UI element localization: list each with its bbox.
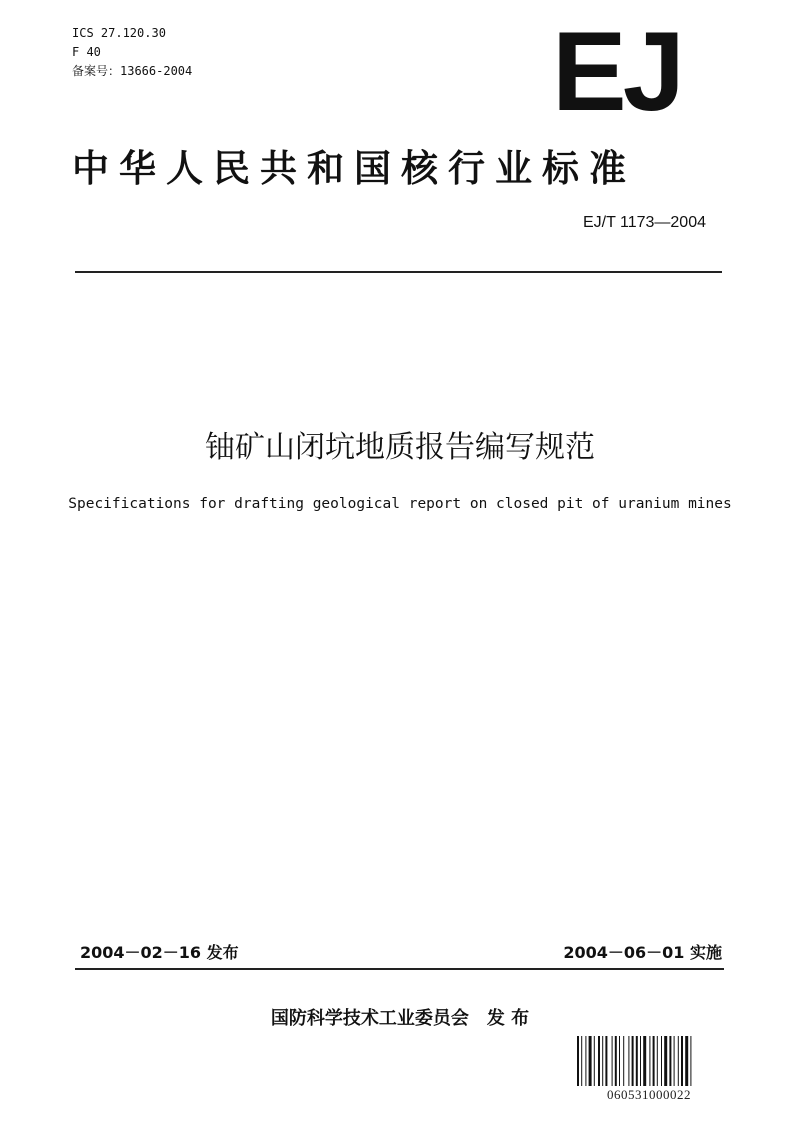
registration-number: 备案号：13666-2004 xyxy=(72,64,193,78)
implementation-date: 2004－06－01 实施 xyxy=(563,943,722,962)
barcode-number: 060531000022 xyxy=(607,1087,691,1102)
document-title-english: Specifications for drafting geological report on closed pit of uranium mines xyxy=(68,496,732,512)
bottom-divider xyxy=(75,968,724,970)
classification-code: F 40 xyxy=(72,45,101,59)
publisher: 国防科学技术工业委员会 发 布 xyxy=(270,1008,530,1029)
standard-title: 中华人民共和国核行业标准 xyxy=(72,147,636,190)
ej-logo: EJ xyxy=(552,9,681,134)
top-divider xyxy=(75,271,722,273)
document-title-chinese: 铀矿山闭坑地质报告编写规范 xyxy=(205,430,595,465)
standard-number: EJ/T 1173—2004 xyxy=(582,214,706,231)
barcode-icon xyxy=(576,1036,722,1086)
issue-date: 2004－02－16 发布 xyxy=(80,943,239,962)
ics-code: ICS 27.120.30 xyxy=(72,26,166,40)
